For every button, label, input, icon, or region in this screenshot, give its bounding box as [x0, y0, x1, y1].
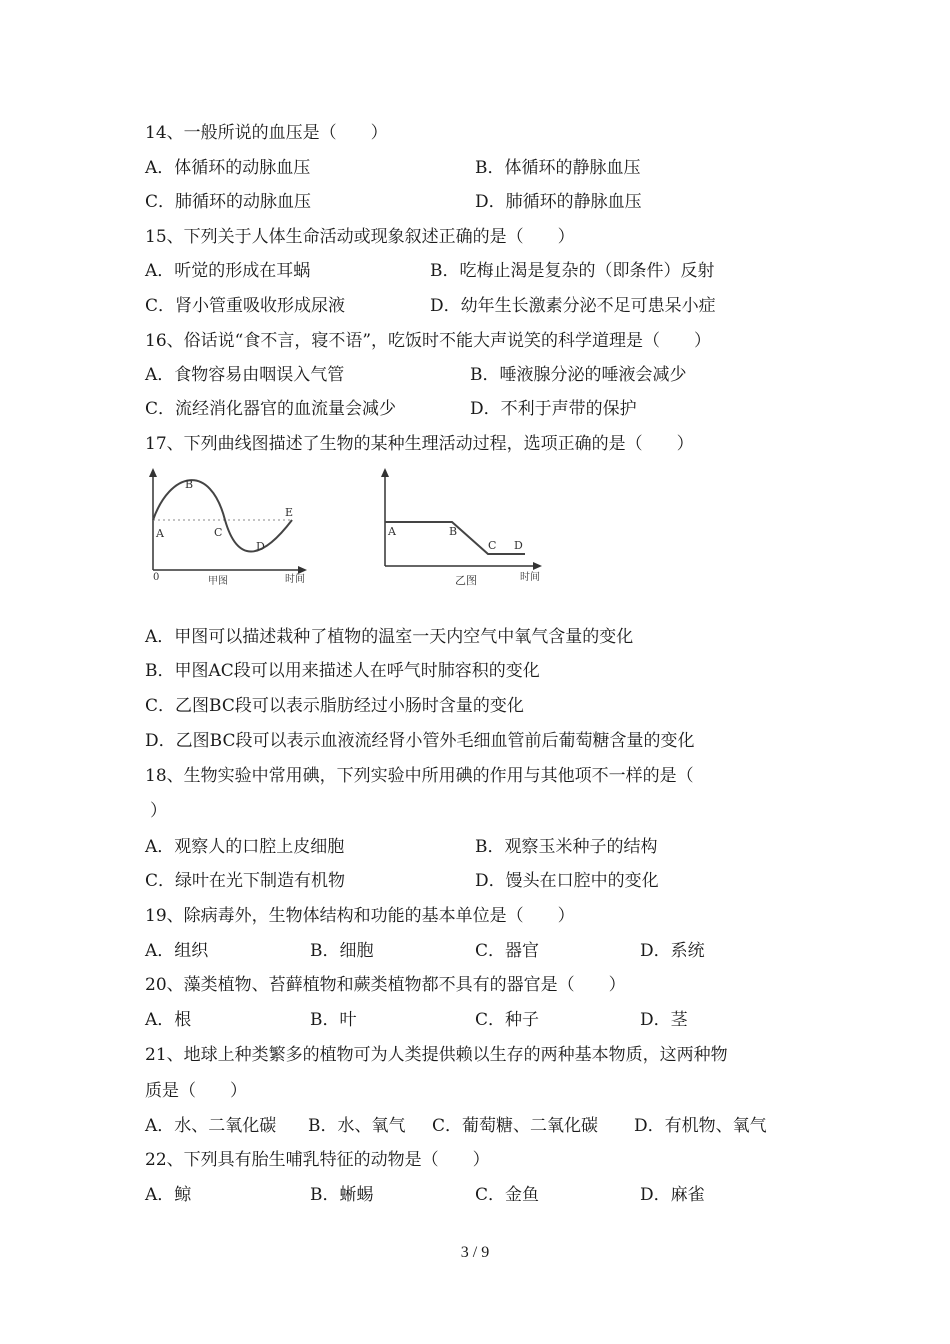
q15-option-a: A．听觉的形成在耳蜗 — [145, 261, 311, 281]
page-number: 3 / 9 — [460, 1244, 490, 1261]
q18-option-c: C．绿叶在光下制造有机物 — [145, 871, 346, 891]
q21-option-c: C．葡萄糖、二氧化碳 — [432, 1116, 599, 1136]
graph-jia-point-b: B — [185, 478, 194, 491]
q16-option-a: A．食物容易由咽误入气管 — [145, 365, 345, 385]
graph-yi-xlabel: 时间 — [520, 572, 540, 583]
q19-option-c: C．器官 — [475, 941, 540, 961]
graph-yi-point-c: C — [488, 539, 497, 552]
q21-option-d: D．有机物、氧气 — [634, 1116, 767, 1136]
q17-option-d: D．乙图BC段可以表示血液流经肾小管外毛细血管前后葡萄糖含量的变化 — [145, 731, 695, 751]
q22-option-a: A．鲸 — [145, 1185, 192, 1205]
graph-yi-caption: 乙图 — [455, 574, 477, 587]
q16-option-b: B．唾液腺分泌的唾液会减少 — [470, 365, 687, 385]
question-22-stem: 22、下列具有胎生哺乳特征的动物是（ ） — [145, 1150, 490, 1170]
q20-option-a: A．根 — [145, 1010, 192, 1030]
q15-option-b: B．吃梅止渴是复杂的（即条件）反射 — [430, 261, 715, 281]
q18-option-d: D．馒头在口腔中的变化 — [475, 871, 659, 891]
graph-yi — [381, 468, 542, 587]
question-21-stem-cont: 质是（ ） — [145, 1081, 247, 1101]
graph-yi-point-b: B — [449, 525, 458, 538]
q14-option-c: C．肺循环的动脉血压 — [145, 192, 312, 212]
graph-jia-caption: 甲图 — [208, 576, 228, 587]
question-16-stem: 16、俗话说“食不言，寝不语”，吃饭时不能大声说笑的科学道理是（ ） — [145, 331, 712, 351]
graph-jia — [149, 468, 307, 587]
graph-yi-point-d: D — [514, 539, 523, 552]
q18-option-a: A．观察人的口腔上皮细胞 — [145, 837, 345, 857]
question-15-stem: 15、下列关于人体生命活动或现象叙述正确的是（ ） — [145, 227, 575, 247]
graph-jia-point-c: C — [214, 526, 223, 539]
q22-option-c: C．金鱼 — [475, 1185, 540, 1205]
q17-option-b: B．甲图AC段可以用来描述人在呼气时肺容积的变化 — [145, 661, 540, 681]
q20-option-d: D．茎 — [640, 1010, 688, 1030]
question-20-stem: 20、藻类植物、苔藓植物和蕨类植物都不具有的器官是（ ） — [145, 975, 626, 995]
question-18-stem-cont: ） — [150, 801, 167, 821]
q22-option-b: B．蜥蜴 — [310, 1185, 374, 1205]
graph-jia-point-d: D — [256, 540, 265, 553]
q19-option-a: A．组织 — [145, 941, 209, 961]
q17-option-c: C．乙图BC段可以表示脂肪经过小肠时含量的变化 — [145, 696, 524, 716]
curve-figure — [140, 462, 560, 590]
question-14-stem: 14、一般所说的血压是（ ） — [145, 123, 388, 143]
q20-option-b: B．叶 — [310, 1010, 357, 1030]
q19-option-b: B．细胞 — [310, 941, 374, 961]
graph-jia-xlabel: 时间 — [285, 574, 305, 585]
q21-option-a: A．水、二氧化碳 — [145, 1116, 277, 1136]
question-18-stem: 18、生物实验中常用碘，下列实验中所用碘的作用与其他项不一样的是（ — [145, 766, 694, 786]
q14-option-b: B．体循环的静脉血压 — [475, 158, 641, 178]
question-21-stem: 21、地球上种类繁多的植物可为人类提供赖以生存的两种基本物质，这两种物 — [145, 1045, 728, 1065]
q19-option-d: D．系统 — [640, 941, 705, 961]
q17-option-a: A．甲图可以描述栽种了植物的温室一天内空气中氧气含量的变化 — [145, 627, 634, 647]
q14-option-a: A．体循环的动脉血压 — [145, 158, 311, 178]
q21-option-b: B．水、氧气 — [308, 1116, 406, 1136]
graph-jia-point-a: A — [156, 527, 164, 540]
q15-option-d: D．幼年生长激素分泌不足可患呆小症 — [430, 296, 716, 316]
q14-option-d: D．肺循环的静脉血压 — [475, 192, 642, 212]
question-19-stem: 19、除病毒外，生物体结构和功能的基本单位是（ ） — [145, 906, 575, 926]
q20-option-c: C．种子 — [475, 1010, 540, 1030]
q22-option-d: D．麻雀 — [640, 1185, 705, 1205]
q16-option-d: D．不利于声带的保护 — [470, 399, 637, 419]
graph-jia-point-e: E — [285, 506, 294, 519]
q15-option-c: C．肾小管重吸收形成尿液 — [145, 296, 346, 316]
graph-yi-point-a: A — [388, 525, 396, 538]
q16-option-c: C．流经消化器官的血流量会减少 — [145, 399, 397, 419]
question-17-stem: 17、下列曲线图描述了生物的某种生理活动过程，选项正确的是（ ） — [145, 434, 694, 454]
q18-option-b: B．观察玉米种子的结构 — [475, 837, 658, 857]
graph-jia-origin: 0 — [153, 572, 160, 583]
